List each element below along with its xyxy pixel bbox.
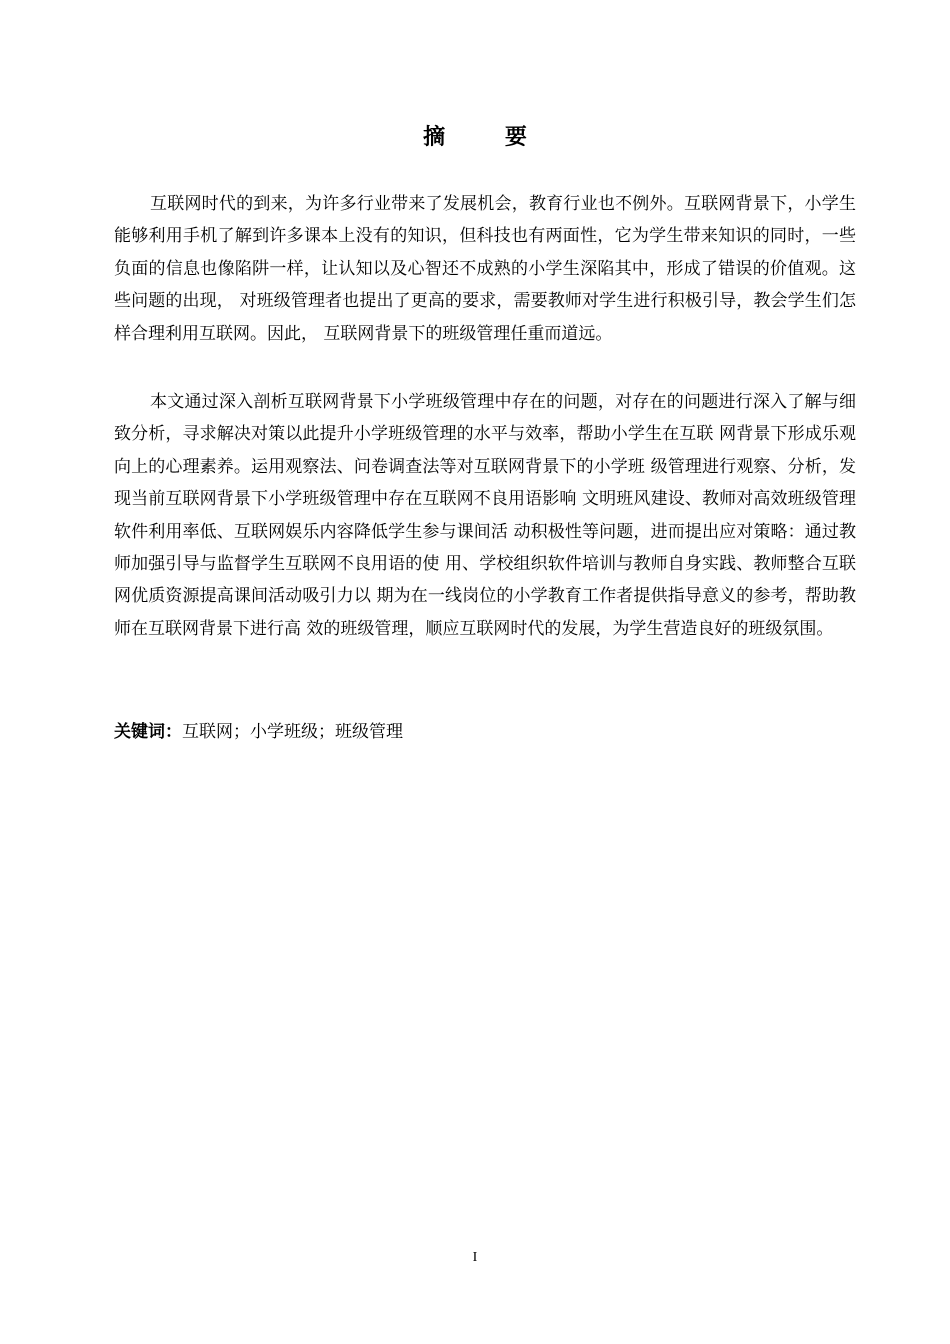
- abstract-title: 摘 要: [423, 125, 553, 150]
- keywords-line: [114, 716, 856, 748]
- abstract-paragraph-2: 本文通过深入剖析互联网背景下小学班级管理中存在的问题，对存在的问题进行深入了解与细致分析，寻求解决对策以此提升小学班级管理的水平与效率，帮助小学生在互联 网背景下形成乐观向上的心理素养。运用观察法、问卷调查法等对互联网背景下的小学班 级管理进行观察、分析，发现当前互联网背景下小学班级管理中存在互联网不良用语影响 文明班风建设、教师对高效班级管理软件利用率低、互联网娱乐内容降低学生参与课间活 动积极性等问题，进而提出应对策略：通过教师加强引导与监督学生互联网不良用语的使 用、学校组织软件培训与教师自身实践、教师整合互联网优质资源提高课间活动吸引力以 期为在一线岗位的小学教育工作者提供指导意义的参考，帮助教师在互联网背景下进行高 效的班级管理，顺应互联网时代的发展，为学生营造良好的班级氛围。: [114, 392, 856, 639]
- keywords-label: 关键词：: [114, 722, 182, 742]
- abstract-paragraph-1: 互联网时代的到来，为许多行业带来了发展机会，教育行业也不例外。互联网背景下，小学生能够利用手机了解到许多课本上没有的知识，但科技也有两面性，它为学生带来知识的同时，一些负面的信息也像陷阱一样，让认知以及心智还不成熟的小学生深陷其中，形成了错误的价值观。这些问题的出现， 对班级管理者也提出了更高的要求，需要教师对学生进行积极引导，教会学生们怎样合理利用互联网。因此， 互联网背景下的班级管理任重而道远。: [114, 194, 856, 344]
- page-number: I: [472, 1250, 478, 1265]
- keywords-value: 互联网；小学班级；班级管理: [182, 722, 403, 742]
